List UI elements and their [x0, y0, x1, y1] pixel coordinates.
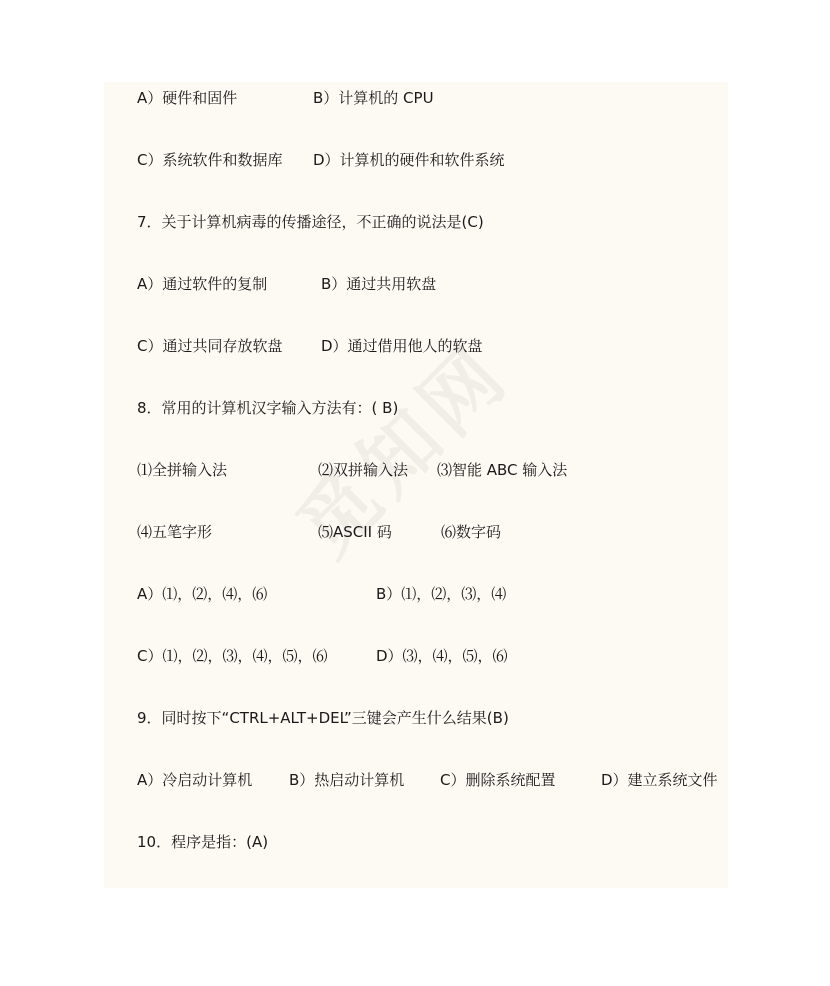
option-c: C）⑴，⑵，⑶，⑷，⑸，⑹: [137, 647, 328, 665]
question-10: 10．程序是指：(A): [137, 833, 269, 851]
option-b: B）⑴，⑵，⑶，⑷: [376, 585, 507, 603]
option-d: D）⑶，⑷，⑸，⑹: [376, 647, 508, 665]
question-9: 9．同时按下“CTRL+ALT+DEL”三键会产生什么结果(B): [137, 709, 509, 727]
option-d: D）计算机的硬件和软件系统: [313, 151, 505, 169]
option-b: B）热启动计算机: [289, 771, 405, 789]
option-a: A）⑴，⑵，⑷，⑹: [137, 585, 268, 603]
option-c: C）系统软件和数据库: [137, 151, 283, 169]
option-b: B）通过共用软盘: [321, 275, 437, 293]
method-5: ⑸ASCII 码: [318, 523, 392, 541]
option-b: B）计算机的 CPU: [313, 89, 434, 107]
option-c: C）删除系统配置: [440, 771, 556, 789]
option-d: D）通过借用他人的软盘: [321, 337, 483, 355]
method-4: ⑷五笔字形: [137, 523, 213, 541]
option-d: D）建立系统文件: [601, 771, 718, 789]
question-8: 8．常用的计算机汉字输入方法有：( B): [137, 399, 399, 417]
method-6: ⑹数字码: [441, 523, 502, 541]
option-a: A）冷启动计算机: [137, 771, 253, 789]
option-c: C）通过共同存放软盘: [137, 337, 283, 355]
option-a: A）通过软件的复制: [137, 275, 268, 293]
method-3: ⑶智能 ABC 输入法: [437, 461, 568, 479]
method-1: ⑴全拼输入法: [137, 461, 228, 479]
method-2: ⑵双拼输入法: [318, 461, 409, 479]
option-a: A）硬件和固件: [137, 89, 238, 107]
question-7: 7．关于计算机病毒的传播途径，不正确的说法是(C): [137, 213, 484, 231]
